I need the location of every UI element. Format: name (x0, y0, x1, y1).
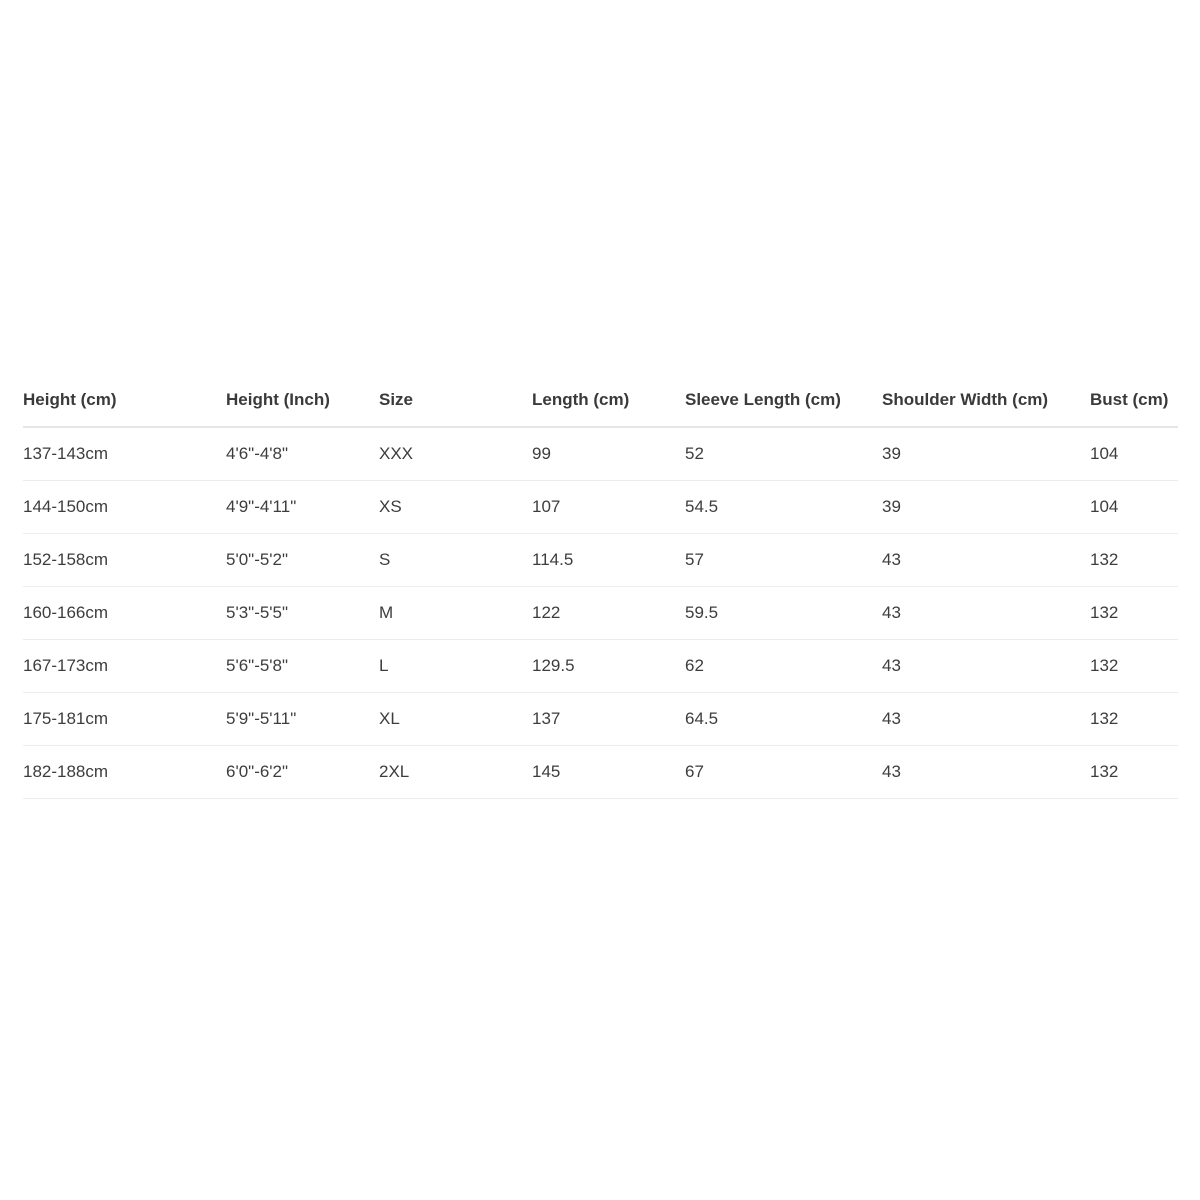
column-header-bust: Bust (cm) (1090, 374, 1178, 427)
table-cell: 43 (882, 587, 1090, 640)
table-cell: 39 (882, 481, 1090, 534)
column-header-length: Length (cm) (532, 374, 685, 427)
table-cell: 67 (685, 746, 882, 799)
table-cell: 54.5 (685, 481, 882, 534)
column-header-height-cm: Height (cm) (23, 374, 226, 427)
table-cell: 99 (532, 427, 685, 481)
table-cell: 5'9"-5'11" (226, 693, 379, 746)
table-cell: 104 (1090, 427, 1178, 481)
table-cell: 62 (685, 640, 882, 693)
table-cell: 59.5 (685, 587, 882, 640)
column-header-sleeve-length: Sleeve Length (cm) (685, 374, 882, 427)
table-cell: S (379, 534, 532, 587)
table-row (23, 481, 1178, 534)
table-cell: 43 (882, 746, 1090, 799)
table-cell: 137 (532, 693, 685, 746)
table-cell: 182-188cm (23, 746, 226, 799)
table-row (23, 746, 1178, 799)
table-cell: 5'3"-5'5" (226, 587, 379, 640)
table-cell: 43 (882, 534, 1090, 587)
table-row (23, 534, 1178, 587)
column-header-height-inch: Height (Inch) (226, 374, 379, 427)
table-cell: 167-173cm (23, 640, 226, 693)
table-cell: 129.5 (532, 640, 685, 693)
table-cell: 114.5 (532, 534, 685, 587)
size-chart-table (23, 374, 1178, 799)
table-cell: M (379, 587, 532, 640)
table-cell: 137-143cm (23, 427, 226, 481)
column-header-size: Size (379, 374, 532, 427)
table-cell: 6'0"-6'2" (226, 746, 379, 799)
table-cell: 144-150cm (23, 481, 226, 534)
table-cell: 132 (1090, 534, 1178, 587)
table-cell: 122 (532, 587, 685, 640)
table-cell: 64.5 (685, 693, 882, 746)
table-cell: 2XL (379, 746, 532, 799)
table-row (23, 427, 1178, 481)
table-cell: 175-181cm (23, 693, 226, 746)
table-cell: 132 (1090, 746, 1178, 799)
table-cell: XL (379, 693, 532, 746)
table-cell: 160-166cm (23, 587, 226, 640)
table-cell: 43 (882, 693, 1090, 746)
table-row (23, 693, 1178, 746)
table-cell: XS (379, 481, 532, 534)
table-cell: 5'0"-5'2" (226, 534, 379, 587)
table-header-row (23, 374, 1178, 427)
table-cell: 132 (1090, 693, 1178, 746)
size-chart (23, 374, 1178, 799)
table-cell: 4'6"-4'8" (226, 427, 379, 481)
table-cell: 152-158cm (23, 534, 226, 587)
table-row (23, 587, 1178, 640)
table-cell: 4'9"-4'11" (226, 481, 379, 534)
table-cell: 104 (1090, 481, 1178, 534)
table-row (23, 640, 1178, 693)
table-cell: XXX (379, 427, 532, 481)
column-header-shoulder-width: Shoulder Width (cm) (882, 374, 1090, 427)
table-cell: 107 (532, 481, 685, 534)
table-cell: 132 (1090, 640, 1178, 693)
table-cell: 57 (685, 534, 882, 587)
table-cell: 52 (685, 427, 882, 481)
table-cell: 5'6"-5'8" (226, 640, 379, 693)
table-cell: 39 (882, 427, 1090, 481)
table-cell: 145 (532, 746, 685, 799)
table-cell: 43 (882, 640, 1090, 693)
table-cell: 132 (1090, 587, 1178, 640)
table-cell: L (379, 640, 532, 693)
